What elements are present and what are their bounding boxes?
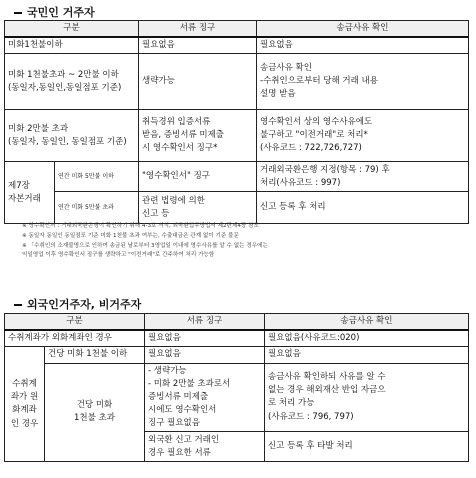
title-dash-icon [14,304,22,306]
row-confirm: 필요없음 [257,37,469,54]
header-docs: 서류 징구 [145,314,265,331]
row-confirm: 거래외국환은행 지정(항목 : 79) 후 처리(사유코드 : 997) [257,162,469,192]
section1-table [4,20,469,224]
header-category: 구분 [5,314,145,331]
row-docs: 생략가능 [139,54,257,110]
row-docs: 필요없음 [145,347,265,363]
row-confirm: 신고 등록 후 처리 [257,192,469,224]
row-subcategory: 연간 미화 5만불 초과 [55,192,139,224]
row-category: 미화 2만불 초과 (동일자, 동일인, 동일점포 기준) [5,110,139,162]
header-docs: 서류 징구 [139,21,257,38]
note-line: 익일영업 이후 영수확인서 징구를 생략하고 "이전거래"로 간주하여 처리 가능함 [22,252,215,259]
row-docs: 필요없음 [145,330,265,347]
row-confirm: 필요없음(사유코드:020) [265,330,469,347]
row-subcategory: 연간 미화 5만불 이하 [55,162,139,192]
row-subcategory: 건당 미화 1천불 이하 [45,347,145,363]
row-category: 미화1천불이하 [5,37,139,54]
section2-title: 외국인거주자, 비거주자 [14,296,141,312]
row-category: 미화 1천불초과 ~ 2만불 이하 (동일자,동일인,동일점포 기준) [5,54,139,110]
note-line: ※ 영수확인서 : 거래외국환은행이 확인하기 위해 4-3호 서식, 외국환업무방법서 제2편제4장 참조 [22,223,259,229]
row-subcategory: 건당 미화 1천불 초과 [45,363,145,462]
row-docs: "영수확인서" 징구 [139,162,257,192]
header-confirm: 송금사유 확인 [257,21,469,38]
row-docs: 외국환 신고 거래인 경우 필요한 서류 [145,432,265,462]
row-category: 제7장 자본거래 [5,162,55,224]
row-docs: - 생략가능 - 미화 2만불 초과로서 증빙서류 미제출 시에도 영수확인서 징구 필요없음 [145,363,265,432]
row-confirm: 신고 등록 후 타발 처리 [265,432,469,462]
section1-notes [22,222,462,261]
row-category: 수취계 좌가 원 화계좌 인 경우 [5,347,45,462]
row-confirm: 송금사유 확인 -수취인으로부터 당해 거래 내용 설명 받음 [257,54,469,110]
section2-table [4,313,469,462]
header-confirm: 송금사유 확인 [265,314,469,331]
row-confirm: 송금사유 확인하되 사유를 알 수 없는 경우 해외재산 반입 자금으 로 처리 가능 (사유코드 : 796, 797) [265,363,469,432]
title-dash-icon [14,12,22,14]
row-confirm: 필요없음 [265,347,469,363]
section1-title: 국민인 거주자 [14,4,95,20]
note-line: ※ 「수취인의 소재불명으로 인하여 송금된 날로부터 3영업일 이내에 영수사유를 알 수 없는 경우에는 [22,242,268,249]
row-docs: 취득경위 입증서류 받음, 증빙서류 미제출 시 영수확인서 징구* [139,110,257,162]
row-docs: 관련 법령에 의한 신고 등 [139,192,257,224]
row-docs: 필요없음 [139,37,257,54]
row-confirm: 영수확인서 상의 영수사유에도 불구하고 "이전거래"로 처리* (사유코드 : 722,726,727) [257,110,469,162]
header-category: 구분 [5,21,139,38]
note-line: ※ 동일자 동일인 동일점포 기준 미화 1천불 초과 여부는, 수출대금은 관계 없이 기준 불문 [22,232,239,239]
row-category: 수취계좌가 외화계좌인 경우 [5,330,145,347]
